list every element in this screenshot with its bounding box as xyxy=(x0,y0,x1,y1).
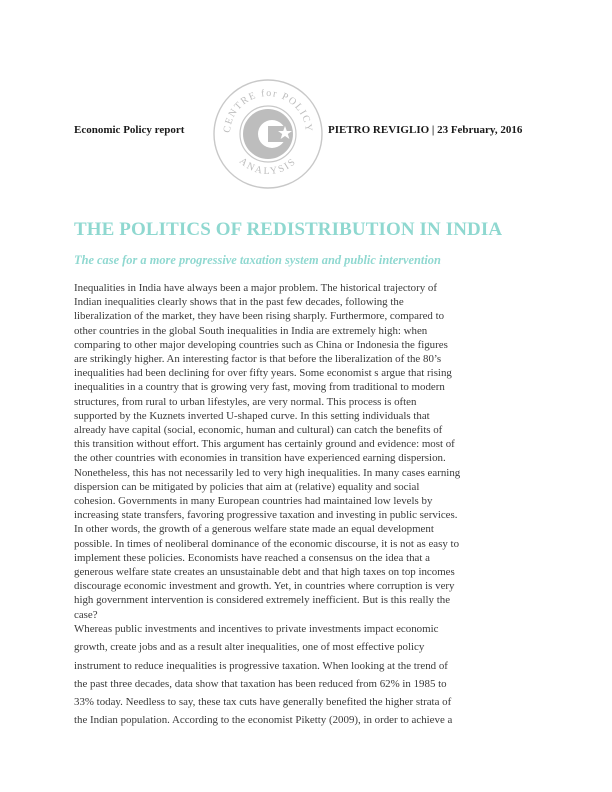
paragraph-line: In other words, the growth of a generous welfare state made an equal development xyxy=(74,523,434,536)
paragraph-line: Nonetheless, this has not necessarily led to very high inequalities. In many cases earning xyxy=(74,466,461,479)
logo-top-text: CENTRE for POLICY xyxy=(221,87,315,134)
paragraph-line: other countries in the global South inequalities in India are extremely high: when xyxy=(74,324,428,337)
page-title: THE POLITICS OF REDISTRIBUTION IN INDIA xyxy=(74,219,503,240)
paragraph-line: comparing to other major developing countries such as China or Indonesia the figures xyxy=(74,338,448,351)
paragraph-line: Inequalities in India have always been a major problem. The historical trajectory of xyxy=(74,282,437,294)
paragraph-line: instrument to reduce inequalities is progressive taxation. When looking at the trend of xyxy=(74,659,448,672)
paragraph-line: structures, from rural to urban lifestyles, are very normal. This process is often xyxy=(74,395,417,408)
paragraph-line: 33% today. Needless to say, these tax cuts have generally benefited the higher strata of xyxy=(74,696,452,709)
paragraph-line: inequalities in a country that is growing very fast, moving from traditional to modern xyxy=(74,381,445,394)
logo-bottom-text: ANALYSIS xyxy=(237,155,299,178)
paragraph-line: case? xyxy=(74,608,98,621)
paragraph-line: implement these policies. Economists have reached a consensus on the idea that a xyxy=(74,551,430,564)
paragraph-line: dispersion can be mitigated by policies that aim at (relative) equality and social xyxy=(74,480,420,493)
paragraph-line: this transition without effort. This argument has certainly ground and evidence: most of xyxy=(74,438,455,451)
paragraph-line: Indian inequalities clearly shows that in the past few decades, following the xyxy=(74,296,404,309)
paragraph-line: discourage economic investment and growth. Yet, in countries where corruption is very xyxy=(74,580,455,593)
paragraph-line: the past three decades, data show that taxation has been reduced from 62% in 1985 to xyxy=(74,677,447,690)
body-paragraph-2 xyxy=(74,620,542,730)
author-date-label: PIETRO REVIGLIO | 23 February, 2016 xyxy=(328,124,523,136)
paragraph-line: cohesion. Governments in many European countries had maintained low levels by xyxy=(74,495,433,508)
report-type-label: Economic Policy report xyxy=(74,124,185,136)
centre-for-policy-analysis-logo xyxy=(212,78,324,190)
paragraph-line: the Indian population. According to the economist Piketty (2009), in order to achieve a xyxy=(74,714,453,727)
paragraph-line: generous welfare state creates an unsustainable debt and that high taxes on top incomes xyxy=(74,566,455,579)
paragraph-line: Whereas public investments and incentives to private investments impact economic xyxy=(74,623,439,635)
page-subtitle: The case for a more progressive taxation system and public intervention xyxy=(74,253,441,267)
paragraph-line: high government intervention is considered extremely inefficient. But is this really the xyxy=(74,594,451,607)
paragraph-line: increasing state transfers, favoring progressive taxation and investing in public services. xyxy=(74,509,458,522)
paragraph-line: liberalization of the market, they have been rising sharply. Furthermore, compared to xyxy=(74,310,445,323)
paragraph-line: inequalities had been declining for over fifty years. Some economist s argue that rising xyxy=(74,367,452,380)
paragraph-line: supported by the Kuznets inverted U-shaped curve. In this setting individuals that xyxy=(74,409,430,422)
cpa-seal-icon xyxy=(212,78,324,190)
paragraph-line: possible. In times of neoliberal dominance of the economic discourse, it is not as easy to xyxy=(74,537,460,550)
paragraph-line: are strikingly higher. An interesting factor is that before the liberalization of the 80’s xyxy=(74,353,442,366)
body-paragraph-1 xyxy=(74,281,542,622)
paragraph-line: the other countries with economies in transition have experienced earning dispersion. xyxy=(74,452,446,465)
paragraph-line: growth, create jobs and as a result alter inequalities, one of most effective policy xyxy=(74,641,425,654)
paragraph-line: already have capital (social, economic, human and cultural) can catch the benefits of xyxy=(74,424,443,437)
